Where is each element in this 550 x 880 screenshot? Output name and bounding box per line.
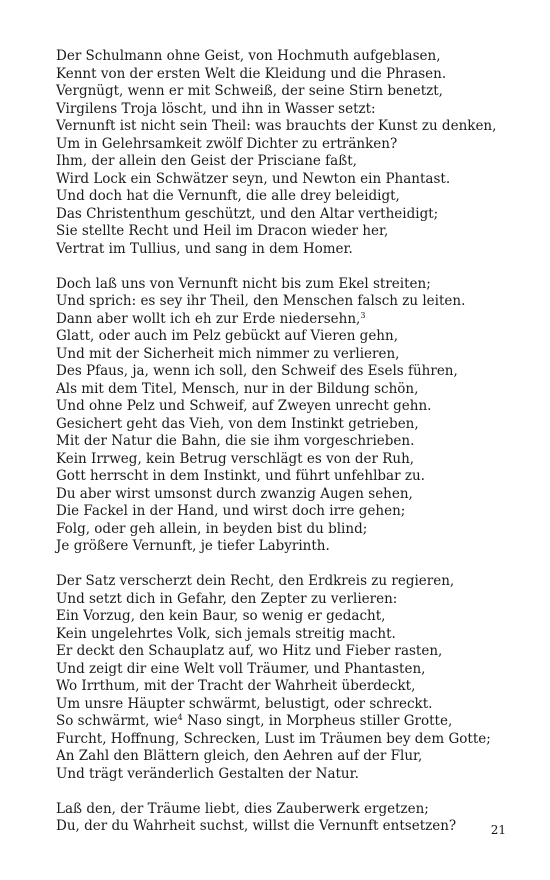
verse-text: Der Satz verscherzt dein Recht, den Erdkreis zu regieren,	[56, 573, 455, 589]
verse-line	[56, 416, 526, 434]
verse-text: Des Pfaus, ja, wenn ich soll, den Schweif des Esels führen,	[56, 363, 458, 379]
verse-text: Um unsre Häupter schwärmt, belustigt, oder schreckt.	[56, 695, 433, 712]
verse-line	[56, 451, 526, 469]
verse-line	[56, 363, 526, 381]
verse-text-continued: Naso singt, in Morpheus stiller Grotte,	[182, 713, 453, 729]
verse-line	[56, 118, 526, 136]
verse-line	[56, 521, 526, 539]
verse-text: Kein Irrweg, kein Betrug verschlägt es von der Ruh,	[56, 450, 415, 467]
verse-line	[56, 398, 526, 416]
verse-line	[56, 678, 526, 696]
verse-text: Als mit dem Titel, Mensch, nur in der Bildung schön,	[56, 380, 419, 397]
verse-line	[56, 136, 526, 154]
verse-line	[56, 328, 526, 346]
stanza	[56, 801, 526, 836]
verse-text: Das Christenthum geschützt, und den Altar vertheidigt;	[56, 205, 439, 222]
verse-text: So schwärmt, wie	[56, 713, 178, 729]
footnote-marker: 3	[360, 310, 366, 320]
verse-line	[56, 48, 526, 66]
verse-text: Sie stellte Recht und Heil im Dracon wieder her,	[56, 223, 389, 239]
stanza	[56, 573, 526, 783]
verse-line	[56, 101, 526, 119]
verse-line	[56, 818, 526, 836]
verse-line	[56, 573, 526, 591]
verse-text: Und zeigt dir eine Welt voll Träumer, und Phantasten,	[56, 660, 426, 677]
footnote-marker: 4	[177, 713, 183, 722]
verse-text: Gesichert geht das Vieh, von dem Instinkt getrieben,	[56, 415, 419, 432]
verse-line	[56, 468, 526, 486]
verse-line	[56, 538, 526, 556]
verse-line	[56, 223, 526, 241]
verse-line	[56, 713, 526, 731]
page-number: 21	[490, 823, 506, 837]
verse-line	[56, 503, 526, 521]
poem-text	[56, 48, 526, 853]
verse-line	[56, 766, 526, 784]
verse-text: Dann aber wollt ich eh zur Erde niedersehn,	[56, 310, 361, 327]
verse-line	[56, 276, 526, 294]
stanza	[56, 276, 526, 556]
verse-text: Und sprich: es sey ihr Theil, den Menschen falsch zu leiten.	[56, 293, 466, 309]
verse-text: Glatt, oder auch im Pelz gebückt auf Vieren gehn,	[56, 328, 398, 344]
verse-text: Folg, oder geh allein, in beyden bist du blind;	[56, 520, 368, 537]
verse-line	[56, 486, 526, 504]
verse-line	[56, 293, 526, 311]
verse-text: Wo Irrthum, mit der Tracht der Wahrheit überdeckt,	[56, 678, 416, 694]
verse-line	[56, 591, 526, 609]
verse-line	[56, 66, 526, 84]
verse-text: Und trägt veränderlich Gestalten der Natur.	[56, 765, 359, 782]
verse-text: Je größere Vernunft, je tiefer Labyrinth.	[56, 538, 330, 554]
verse-line	[56, 643, 526, 661]
verse-line	[56, 696, 526, 714]
verse-line	[56, 241, 526, 259]
verse-text: Furcht, Hoffnung, Schrecken, Lust im Träumen bey dem Gotte;	[56, 730, 491, 747]
verse-text: Er deckt den Schauplatz auf, wo Hitz und Fieber rasten,	[56, 643, 443, 659]
verse-line	[56, 171, 526, 189]
verse-text: An Zahl den Blättern gleich, den Aehren auf der Flur,	[56, 748, 423, 764]
verse-line	[56, 206, 526, 224]
verse-line	[56, 801, 526, 819]
verse-text: Vertrat im Tullius, und sang in dem Homer.	[56, 240, 353, 257]
verse-text: Du aber wirst umsonst durch zwanzig Augen sehen,	[56, 485, 413, 502]
verse-text: Virgilens Troja löscht, und ihn in Wasser setzt:	[56, 100, 376, 117]
verse-line	[56, 433, 526, 451]
verse-text: Kennt von der ersten Welt die Kleidung und die Phrasen.	[56, 65, 447, 82]
verse-text: Gott herrscht in dem Instinkt, und führt unfehlbar zu.	[56, 468, 425, 484]
verse-text: Doch laß uns von Vernunft nicht bis zum Ekel streiten;	[56, 275, 431, 292]
verse-line	[56, 608, 526, 626]
stanza	[56, 48, 526, 258]
verse-text: Die Fackel in der Hand, und wirst doch irre gehen;	[56, 503, 406, 519]
verse-line	[56, 731, 526, 749]
verse-text: Ein Vorzug, den kein Baur, so wenig er gedacht,	[56, 608, 386, 624]
verse-line	[56, 311, 526, 329]
verse-text: Vergnügt, wenn er mit Schweiß, der seine Stirn benetzt,	[56, 83, 443, 99]
verse-text: Der Schulmann ohne Geist, von Hochmuth aufgeblasen,	[56, 48, 441, 64]
verse-line	[56, 748, 526, 766]
verse-text: Du, der du Wahrheit suchst, willst die Vernunft entsetzen?	[56, 818, 457, 834]
verse-text: Vernunft ist nicht sein Theil: was brauchts der Kunst zu denken,	[56, 118, 497, 134]
verse-text: Ihm, der allein den Geist der Prisciane faßt,	[56, 153, 357, 169]
verse-text: Laß den, der Träume liebt, dies Zauberwerk ergetzen;	[56, 800, 429, 817]
verse-line	[56, 661, 526, 679]
verse-line	[56, 188, 526, 206]
verse-line	[56, 153, 526, 171]
verse-line	[56, 381, 526, 399]
verse-line	[56, 626, 526, 644]
verse-text: Und mit der Sicherheit mich nimmer zu verlieren,	[56, 345, 400, 362]
verse-line	[56, 346, 526, 364]
verse-text: Wird Lock ein Schwätzer seyn, und Newton ein Phantast.	[56, 170, 451, 187]
verse-text: Und doch hat die Vernunft, die alle drey beleidigt,	[56, 188, 400, 204]
verse-text: Und setzt dich in Gefahr, den Zepter zu verlieren:	[56, 590, 398, 607]
verse-text: Kein ungelehrtes Volk, sich jemals streitig macht.	[56, 625, 396, 642]
verse-text: Um in Gelehrsamkeit zwölf Dichter zu ertränken?	[56, 135, 398, 152]
verse-text: Und ohne Pelz und Schweif, auf Zweyen unrecht gehn.	[56, 398, 432, 414]
verse-line	[56, 83, 526, 101]
verse-text: Mit der Natur die Bahn, die sie ihm vorgeschrieben.	[56, 433, 415, 449]
